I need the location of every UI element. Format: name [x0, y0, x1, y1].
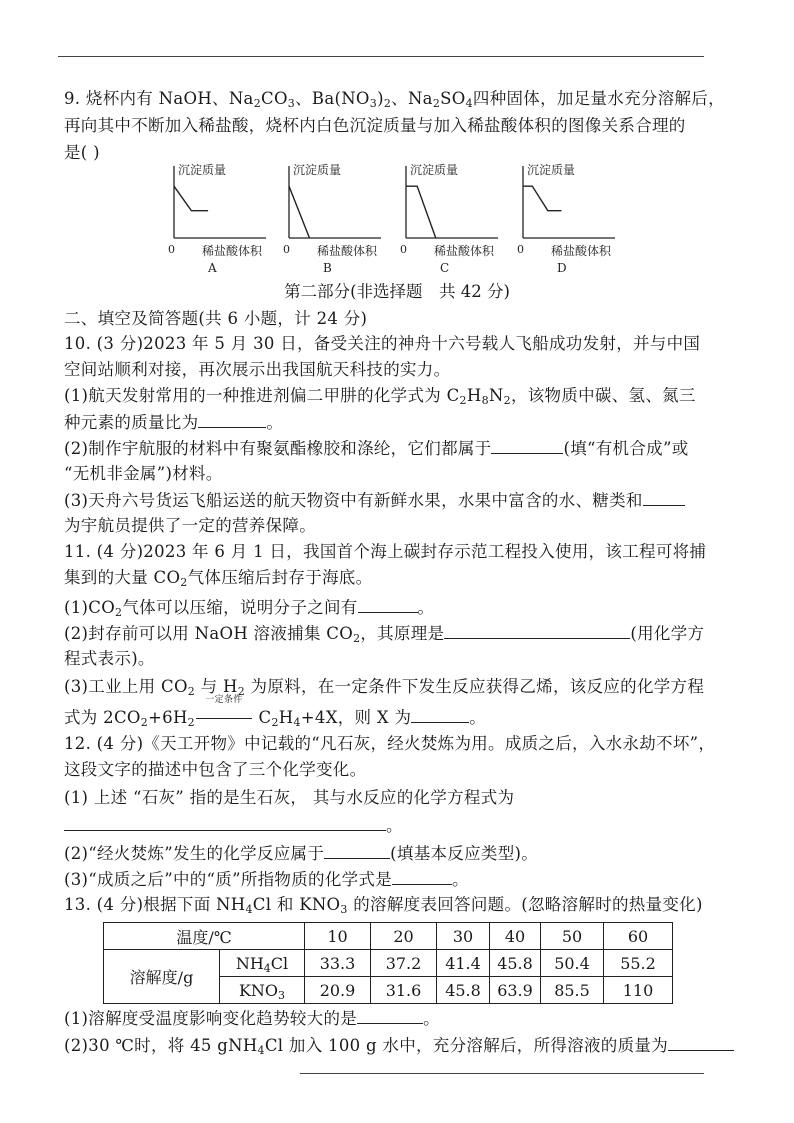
precipitate-curve: [289, 186, 309, 238]
y-axis-label: 沉淀质量: [293, 163, 342, 177]
q11-line-2: 集到的大量 $CO_2$气体压缩后封存于海底。: [64, 568, 373, 589]
origin-label: 0: [517, 243, 524, 256]
value-cell: 20.9: [305, 977, 371, 1004]
q12-line-5: (2)“经火焚炼”发生的化学反应属于 (填基本反应类型)。: [64, 844, 539, 863]
value-cell: 37.2: [371, 950, 437, 977]
q10-line-7: (3)天舟六号货运飞船运送的航天物资中有新鲜水果，水果中富含的水、糖类和: [64, 489, 685, 512]
solubility-table: [103, 922, 673, 1004]
q13-2-answer-blank[interactable]: [668, 1034, 734, 1051]
precipitate-curve: [406, 186, 436, 238]
value-cell: 45.8: [490, 950, 541, 977]
chart-svg: [275, 160, 391, 278]
temp-label-cell: 温度/℃: [104, 923, 305, 950]
chart-option-b: [275, 160, 391, 278]
q11-line-1: 11. (4 分)2023 年 6 月 1 日，我国首个海上碳封存示范工程投入使用，该工程可将捕: [64, 542, 707, 561]
temp-cell: 40: [490, 923, 541, 950]
x-axis-label: 稀盐酸体积: [317, 244, 378, 258]
table-header-row: [104, 923, 673, 950]
q10-line-3: (1)航天发射常用的一种推进剂偏二甲肼的化学式为 $C_2H_8N_2$，该物质中碳、氢、氮三: [64, 386, 696, 407]
x-axis-label: 稀盐酸体积: [551, 244, 612, 258]
chart-svg: [160, 160, 276, 278]
option-label-a: A: [208, 261, 217, 275]
q10-line-5: (2)制作宇航服的材料中有聚氨酯橡胶和涤纶，它们都属于 (填“有机合成”或: [64, 439, 689, 458]
option-label-b: B: [323, 261, 332, 275]
origin-label: 0: [168, 243, 175, 256]
q12-line-2: 这段文字的描述中包含了三个化学变化。: [64, 760, 367, 779]
bottom-divider: [300, 1073, 704, 1074]
q12-2-answer-blank[interactable]: [324, 842, 390, 859]
q10-line-4: 种元素的质量比为 。: [64, 413, 284, 432]
q9-line-1: 9. 烧杯内有 NaOH、$Na_2CO_3$、$Ba(NO_3)_2$、$Na_2SO_4$四种固体，加足量水充分溶解后，: [64, 89, 725, 110]
chart-svg: [509, 160, 625, 278]
top-divider: [58, 56, 704, 57]
value-cell: 50.4: [541, 950, 604, 977]
q12-line-4: 。: [64, 814, 403, 837]
reaction-condition-arrow: 一定条件: [195, 707, 253, 729]
q12-3-answer-blank[interactable]: [392, 868, 452, 885]
option-label-d: D: [557, 261, 567, 275]
value-cell: 63.9: [490, 977, 541, 1004]
chart-option-c: [392, 160, 508, 278]
value-cell: 55.2: [604, 950, 673, 977]
precipitate-curve: [523, 186, 561, 210]
origin-label: 0: [400, 243, 407, 256]
value-cell: 31.6: [371, 977, 437, 1004]
q13-line-2: (1)溶解度受温度影响变化趋势较大的是 。: [64, 1009, 440, 1028]
substance-cell-kno3: $KNO_3$: [220, 977, 305, 1004]
section2-heading: 二、填空及简答题(共 6 小题，计 24 分): [64, 309, 368, 328]
y-axis-label: 沉淀质量: [527, 163, 576, 177]
value-cell: 33.3: [305, 950, 371, 977]
q10-3-answer-blank[interactable]: [643, 489, 685, 506]
temp-cell: 60: [604, 923, 673, 950]
q13-1-answer-blank[interactable]: [357, 1007, 423, 1024]
y-axis-label: 沉淀质量: [410, 163, 459, 177]
temp-cell: 30: [437, 923, 490, 950]
option-label-c: C: [440, 261, 450, 275]
q13-line-3: (2)30 ℃时，将 45 gNH$_4$Cl 加入 100 g 水中，充分溶解后，所得溶液的质量为: [64, 1034, 734, 1057]
q10-2-answer-blank[interactable]: [491, 437, 563, 454]
q10-line-2: 空间站顺利对接，再次展示出我国航天科技的实力。: [64, 360, 451, 379]
q12-line-1: 12. (4 分)《天工开物》中记载的“凡石灰，经火焚炼为用。成质之后，入水永劫不坏”，: [64, 734, 716, 753]
q11-2-answer-blank[interactable]: [444, 622, 630, 639]
q11-line-3: $(1)CO_2$气体可以压缩，说明分子之间有 。: [64, 598, 435, 619]
origin-label: 0: [283, 243, 290, 256]
q9-line-2: 再向其中不断加入稀盐酸，烧杯内白色沉淀质量与加入稀盐酸体积的图像关系合理的: [64, 116, 686, 135]
chart-svg: [392, 160, 508, 278]
q10-1-answer-blank[interactable]: [198, 411, 266, 428]
chart-option-a: [160, 160, 276, 278]
q11-line-6: (3)工业上用 $CO_2$ 与 $H_2$ 为原料，在一定条件下发生反应获得乙烯，该反应的化学方程: [64, 677, 705, 698]
solubility-label-cell: 溶解度/g: [104, 950, 220, 1004]
q11-1-answer-blank[interactable]: [358, 596, 418, 613]
chart-option-d: [509, 160, 625, 278]
x-axis-label: 稀盐酸体积: [202, 244, 263, 258]
q11-line-4: (2)封存前可以用 NaOH 溶液捕集 $CO_2$，其原理是 (用化学方: [64, 624, 705, 645]
value-cell: 110: [604, 977, 673, 1004]
q10-line-6: “无机非金属”)材料。: [64, 464, 223, 483]
value-cell: 85.5: [541, 977, 604, 1004]
precipitate-curve: [174, 186, 208, 210]
q11-line-5: 程式表示)。: [64, 649, 155, 668]
table-row: [104, 950, 673, 977]
substance-cell-nh4cl: $NH_4Cl$: [220, 950, 305, 977]
q10-line-1: 10. (3 分)2023 年 5 月 30 日，备受关注的神舟十六号载人飞船成功发射，并与中国: [64, 334, 701, 353]
q11-3-answer-blank[interactable]: [411, 706, 469, 723]
x-axis-label: 稀盐酸体积: [434, 244, 495, 258]
q11-line-7: 式为 $2CO_2+6H_2$ 一定条件 $C_2H_4+4X$，则 X 为 。: [64, 695, 487, 729]
value-cell: 45.8: [437, 977, 490, 1004]
q9-line-3: 是( ): [64, 143, 100, 162]
y-axis-label: 沉淀质量: [178, 163, 227, 177]
q10-line-8: 为宇航员提供了一定的营养保障。: [64, 516, 316, 535]
temp-cell: 20: [371, 923, 437, 950]
q12-1-answer-blank[interactable]: [64, 814, 386, 831]
value-cell: 41.4: [437, 950, 490, 977]
q13-line-1: 13. (4 分)根据下面 $NH_4Cl$ 和 $KNO_3$ 的溶解度表回答问题。(忽略溶解时的热量变化): [64, 895, 703, 916]
temp-cell: 10: [305, 923, 371, 950]
q12-line-6: (3)“成质之后”中的“质”所指物质的化学式是 。: [64, 870, 469, 889]
part2-title: 第二部分(非选择题 共 42 分): [284, 282, 510, 301]
q12-line-3: (1) 上述 “石灰” 指的是生石灰， 其与水反应的化学方程式为: [64, 788, 515, 807]
temp-cell: 50: [541, 923, 604, 950]
